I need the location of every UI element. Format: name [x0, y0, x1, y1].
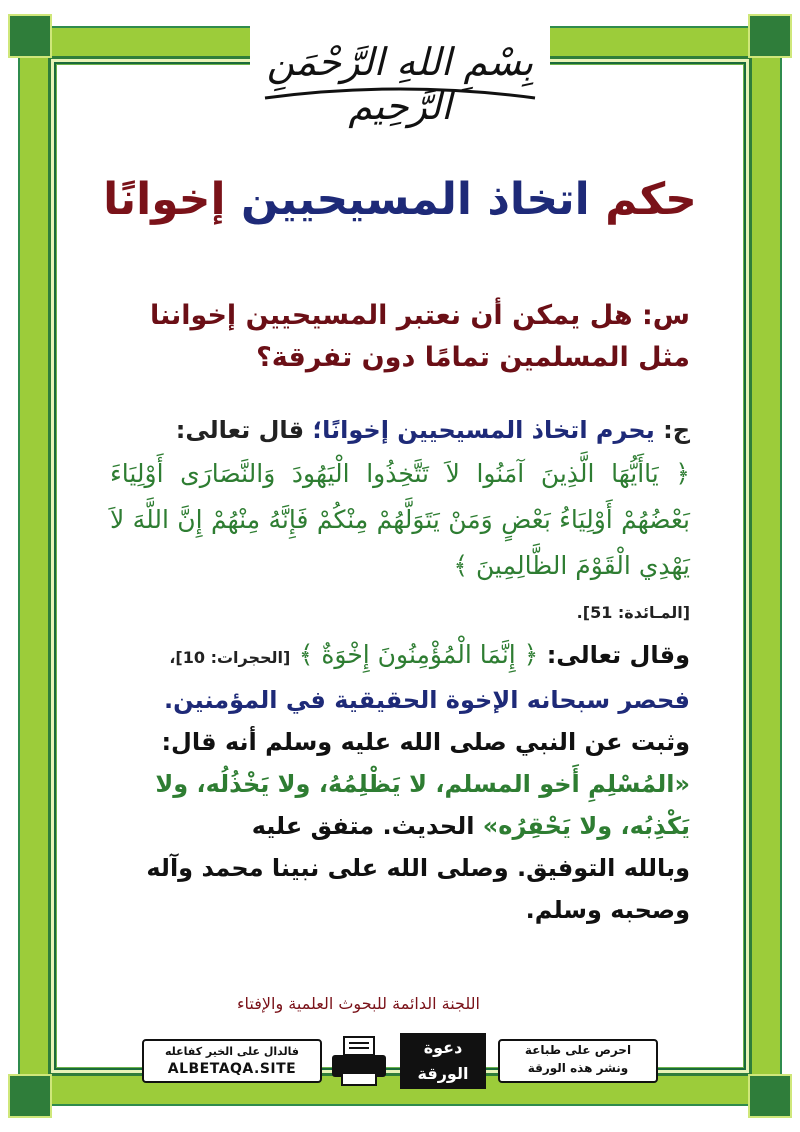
hadith-source: الحديث. متفق عليه	[251, 812, 475, 840]
footer-motto: فالدال على الخير كفاعله	[164, 1045, 300, 1058]
hadith-text: «المُسْلِمِ أَخو المسلم، لا يَظْلِمُهُ، ولا يَخْذُلُه، ولا يَكْذِبُه، ولا يَحْقِرُه»	[155, 770, 690, 840]
quran-verse-maidah: ﴿ يَاأَيُّهَا الَّذِينَ آمَنُوا لاَ تَتَّخِذُوا الْيَهُودَ وَالنَّصَارَى أَوْلِيَاءَ بَعْضُهُمْ أَوْلِيَاءُ بَعْضٍ وَمَنْ يَتَوَلَّهُمْ مِنْكُمْ فَإِنَّهُ مِنْهُمْ إِنَّ اللَّهَ لاَ يَهْدِي الْقَوْمَ الظَّالِمِينَ ﴾	[110, 459, 690, 580]
title-part-ruling: حكم	[605, 174, 697, 225]
frame-corner-ornament	[748, 14, 792, 58]
footer-site-box	[142, 1039, 322, 1083]
answer-label: ج:	[663, 416, 690, 444]
printer-icon	[328, 1035, 390, 1087]
print-appeal-line1: احرص على طباعة	[524, 1043, 632, 1057]
footer-bar	[142, 1033, 658, 1089]
ruling-text: يحرم اتخاذ المسيحيين إخوانًا؛	[312, 416, 655, 444]
frame-corner-ornament	[8, 14, 52, 58]
verse-intro-2: وقال تعالى:	[546, 641, 690, 669]
verse-reference-hujurat: [الحجرات: 10]،	[169, 648, 291, 667]
page-title	[60, 170, 740, 230]
print-appeal-line2: ونشر هذه الورقة	[527, 1061, 629, 1075]
quran-verse-hujurat: ﴿ إِنَّمَا الْمُؤْمِنُونَ إِخْوَةٌ ﴾	[298, 640, 539, 669]
frame-corner-ornament	[8, 1074, 52, 1118]
answer-block	[110, 409, 690, 931]
verse-reference-maidah: [المـائدة: 51].	[576, 603, 690, 622]
logo-line1: دعوة	[423, 1038, 463, 1057]
footer-print-appeal	[498, 1039, 658, 1083]
hadith-intro: وثبت عن النبي صلى الله عليه وسلم أنه قال:	[161, 728, 690, 756]
closing-text: وبالله التوفيق. وصلى الله على نبينا محمد وآله وصحبه وسلم.	[146, 854, 690, 924]
fatwa-content	[110, 295, 690, 931]
issuing-committee: اللجنة الدائمة للبحوث العلمية والإفتاء	[237, 994, 480, 1013]
basmala-swash-ornament	[260, 86, 540, 104]
verse-intro: قال تعالى:	[175, 416, 305, 444]
title-part-brothers: إخوانًا	[103, 174, 226, 225]
site-url[interactable]: ALBETAQA.SITE	[167, 1061, 297, 1077]
title-part-subject: اتخاذ المسيحيين	[240, 174, 590, 225]
question-text: س: هل يمكن أن نعتبر المسيحيين إخواننا مثل المسلمين تمامًا دون تفرقة؟	[149, 300, 690, 373]
dawa-paper-logo	[400, 1033, 486, 1089]
restriction-text: فحصر سبحانه الإخوة الحقيقية في المؤمنين.	[163, 686, 690, 714]
frame-corner-ornament	[748, 1074, 792, 1118]
logo-line2: الورقة	[417, 1064, 469, 1083]
basmala-calligraphy: بِسْمِ اللهِ الرَّحْمَنِ الرَّحِيم	[266, 40, 534, 128]
